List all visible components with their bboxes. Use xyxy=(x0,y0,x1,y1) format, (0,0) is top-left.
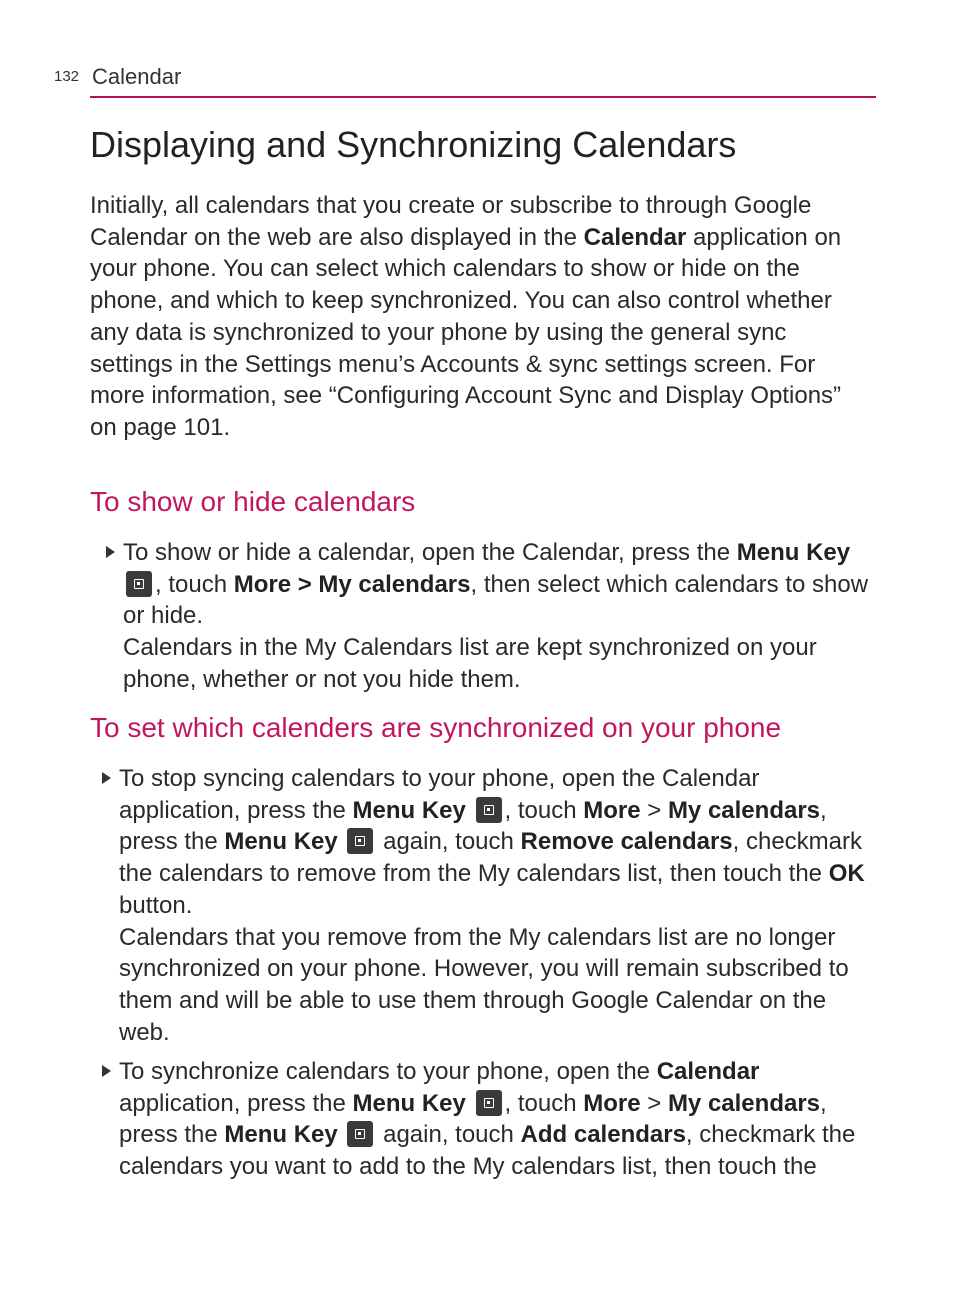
bold-menu-key: Menu Key xyxy=(352,1089,466,1117)
menu-key-icon xyxy=(476,797,502,823)
bullet-arrow-icon xyxy=(106,546,115,558)
bullet-note: Calendars in the My Calendars list are kept synchronized on your phone, whether or not you hide them. xyxy=(123,634,817,693)
menu-key-icon xyxy=(476,1090,502,1116)
intro-text-2: application on your phone. You can select which calendars to show or hide on the phone, and which to keep synchronized. You can also control whether any data is synchronized to your phone by using the general sync settings in the Settings menu’s Accounts & sync settings screen. For more information, see “Configuring Account Sync and Display Options” on page 101. xyxy=(90,223,842,441)
section-name: Calendar xyxy=(92,64,182,89)
bold-menu-key: Menu Key xyxy=(736,539,851,566)
bullet-arrow-icon xyxy=(102,1065,111,1077)
page-title: Displaying and Synchronizing Calendars xyxy=(90,124,737,165)
bullet-text: To show or hide a calendar, open the Calendar, press the Menu Key , touch More > My calendars, then select which calendars to show or hide. xyxy=(123,539,869,630)
bullet-text: To synchronize calendars to your phone, open the Calendar application, press the Menu Key , touch More > My calendars, press the Menu Key again, touch Add calendars, checkmark the calendars you want to add to the My calendars list, then touch the xyxy=(119,1058,856,1181)
bullet-text: To stop syncing calendars to your phone, open the Calendar application, press the Menu Key , touch More > My calendars, press the Menu Key again, touch Remove calendars, checkmark the calendars to remove from the My calendars list, then touch the OK button. xyxy=(119,765,865,919)
page-header xyxy=(54,64,876,98)
bullet-arrow-icon xyxy=(102,772,111,784)
bullet-stop-syncing xyxy=(119,763,877,1048)
page-number: 132 xyxy=(54,68,80,85)
header-divider xyxy=(90,96,876,98)
bold-more-my-calendars: More > My calendars xyxy=(233,570,471,598)
bold-menu-key: Menu Key xyxy=(224,828,338,856)
bold-menu-key: Menu Key xyxy=(352,796,466,824)
intro-text-1: Initially, all calendars that you create or subscribe to through Google Calendar on the web are also displayed in the xyxy=(90,192,812,251)
intro-paragraph xyxy=(90,190,870,444)
bold-more: More xyxy=(583,796,641,824)
bold-menu-key: Menu Key xyxy=(224,1121,338,1149)
bold-my-calendars: My calendars xyxy=(667,796,821,824)
bullet-synchronize xyxy=(119,1056,877,1183)
menu-key-icon xyxy=(347,1121,373,1147)
menu-key-icon xyxy=(126,571,152,597)
bullet-show-hide xyxy=(123,537,873,696)
menu-key-icon xyxy=(347,828,373,854)
bold-more: More xyxy=(583,1089,641,1117)
bullet-note: Calendars that you remove from the My calendars list are no longer synchronized on your phone. However, you will remain subscribed to them and will be able to use them through Google Calendar on the web. xyxy=(119,923,849,1046)
section-heading-sync: To set which calenders are synchronized on your phone xyxy=(90,712,782,743)
bold-remove-calendars: Remove calendars xyxy=(520,828,733,856)
bold-add-calendars: Add calendars xyxy=(520,1121,686,1149)
bold-calendar: Calendar xyxy=(656,1058,760,1085)
intro-bold-calendar: Calendar xyxy=(583,223,687,251)
bold-my-calendars: My calendars xyxy=(667,1089,821,1117)
bold-ok: OK xyxy=(828,860,865,888)
section-heading-show-hide: To show or hide calendars xyxy=(90,486,416,517)
